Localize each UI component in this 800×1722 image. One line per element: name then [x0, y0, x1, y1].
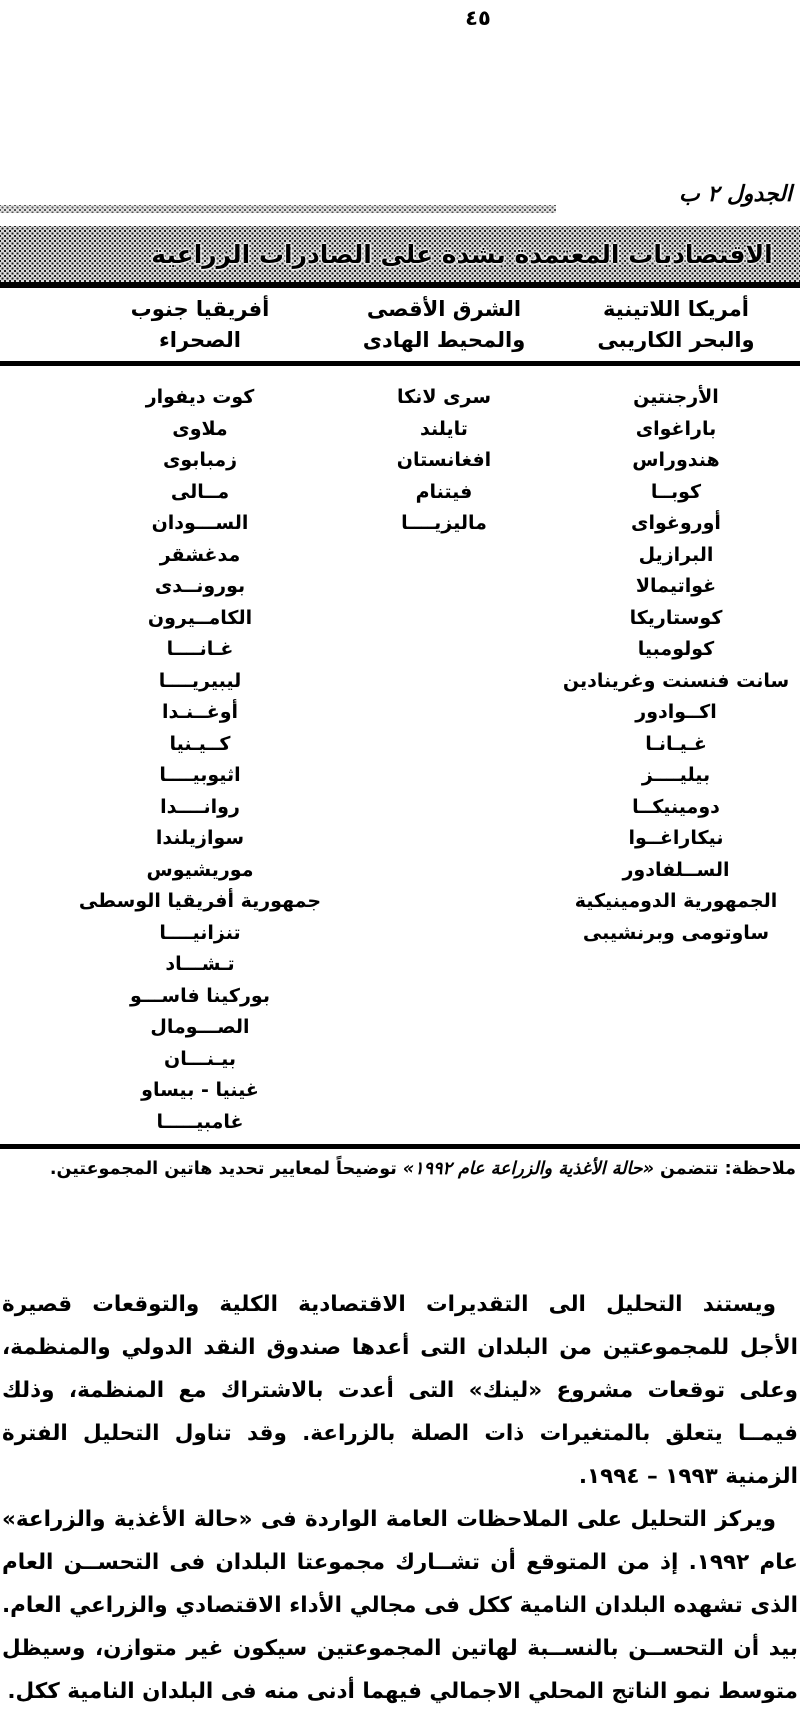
- country-name: ساوتومى وبرنشيبى: [582, 921, 770, 944]
- country-name: سوازيلندا: [155, 827, 245, 849]
- country-name: غـانــــا: [166, 638, 234, 660]
- column-header-line: أفريقيا جنوب: [130, 297, 270, 321]
- country-name: الأرجنتين: [633, 386, 719, 408]
- text-line: الذى تشهده البلدان النامية ككل فى مجالي الأداء الاقتصادي والزراعي العام.: [2, 1593, 798, 1618]
- text-line: ويستند التحليل الى التقديرات الاقتصادية الكلية والتوقعات قصيرة: [2, 1292, 776, 1317]
- country-name: سانت فنسنت وغرينادين: [562, 669, 790, 692]
- country-name: ملاوى: [172, 417, 228, 440]
- table-header-rule: [0, 361, 800, 366]
- text-line: وعلى توقعات مشروع «لينك» التى أعدت بالاشتراك مع المنظمة، وذلك: [2, 1378, 798, 1403]
- country-name: باراغواى: [635, 417, 717, 440]
- note-prefix: ملاحظة: تتضمن: [653, 1159, 796, 1179]
- table-column-headers: [0, 294, 800, 356]
- table-caption: الجدول ٢ ب: [678, 182, 792, 207]
- country-name: كوستاريكا: [629, 606, 723, 629]
- paragraph: [2, 1283, 798, 1498]
- country-name: بورونــدى: [154, 575, 246, 597]
- table-title-band: [0, 226, 800, 288]
- table-title: الاقتصاديات المعتمدة بشدة على الصادرات الزراعية: [151, 239, 773, 269]
- country-name: ليبيريــــا: [158, 669, 242, 692]
- country-name: الجمهورية الدومينيكية: [574, 890, 778, 912]
- country-name: مــالى: [170, 480, 230, 503]
- country-name: تنزانيــــا: [159, 921, 241, 944]
- country-name: الســـودان: [151, 512, 249, 534]
- table-bottom-rule: [0, 1144, 800, 1149]
- country-name: روانــــدا: [160, 795, 240, 818]
- country-name: فيتنام: [415, 480, 473, 503]
- column-header-latin-america: [552, 294, 800, 356]
- country-name: مدغشقر: [159, 543, 241, 566]
- country-name: سرى لانكا: [397, 386, 491, 408]
- country-name: أوغــنـدا: [161, 701, 239, 723]
- country-name: غينيا - بيساو: [141, 1079, 259, 1101]
- text-line: عام ١٩٩٢. إذ من المتوقع أن تشــارك مجموعتا البلدان فى التحســن العام: [2, 1550, 798, 1575]
- country-name: افغانستان: [396, 449, 492, 471]
- country-name: الصـــومال: [150, 1016, 250, 1038]
- body-paragraphs: [2, 1283, 798, 1713]
- country-name: زمبابوى: [162, 449, 238, 471]
- country-name: الســلفادور: [622, 858, 730, 881]
- country-name: كــيـنيا: [169, 732, 231, 755]
- text-line: الأجل للمجموعتين من البلدان التى أعدها صندوق النقد الدولي والمنظمة،: [2, 1335, 798, 1360]
- country-name: ماليزيــــا: [401, 512, 487, 534]
- country-list-far-east: [336, 382, 552, 1138]
- column-header-line: والبحر الكاريبى: [597, 328, 755, 352]
- country-name: اثيوبيــــا: [159, 764, 241, 786]
- text-line: الزمنية ١٩٩٣ – ١٩٩٤.: [578, 1464, 798, 1489]
- text-line: بيد أن التحســن بالنســبة لهاتين المجموعتين سيكون غير متوازن، وسيظل: [2, 1636, 798, 1661]
- country-name: موريشيوس: [146, 858, 254, 881]
- country-name: نيكاراغــوا: [628, 827, 724, 849]
- country-name: كوت ديفوار: [145, 386, 255, 408]
- country-name: كوبــا: [650, 480, 702, 503]
- country-name: الكامــيرون: [147, 606, 253, 629]
- column-header-line: الشرق الأقصى: [366, 297, 522, 321]
- note-publication-title: «حالة الأغذية والزراعة عام ١٩٩٢»: [402, 1159, 654, 1179]
- country-name: تايلند: [420, 417, 468, 440]
- table-top-border: [0, 205, 556, 213]
- country-name: كولومبيا: [637, 638, 715, 660]
- table-note: [4, 1156, 796, 1182]
- country-name: بوركينا فاســـو: [130, 984, 270, 1007]
- country-list-latin-america: [552, 382, 800, 1138]
- column-header-line: أمريكا اللاتينية: [603, 297, 749, 321]
- note-suffix: توضيحاً لمعايير تحديد هاتين المجموعتين.: [49, 1159, 403, 1179]
- country-name: غـيـانـا: [645, 732, 707, 755]
- country-name: البرازيل: [638, 543, 714, 566]
- country-name: هندوراس: [632, 449, 720, 471]
- country-name: جمهورية أفريقيا الوسطى: [78, 890, 322, 912]
- text-line: ويركز التحليل على الملاحظات العامة الواردة فى «حالة الأغذية والزراعة»: [2, 1507, 776, 1532]
- table-body: [0, 382, 800, 1138]
- column-header-line: والمحيط الهادى: [362, 328, 526, 352]
- text-line: متوسط نمو الناتج المحلي الاجمالي فيهما أدنى منه فى البلدان النامية ككل.: [7, 1679, 798, 1704]
- country-name: غامبيـــــا: [156, 1110, 244, 1133]
- country-name: أوروغواى: [631, 512, 721, 534]
- country-name: غواتيمالا: [635, 575, 717, 597]
- country-list-africa: [64, 382, 336, 1138]
- column-header-line: الصحراء: [159, 328, 241, 352]
- country-name: تـشـــاد: [165, 953, 235, 975]
- country-name: بيليــــز: [641, 764, 711, 786]
- text-line: فيمــا يتعلق بالمتغيرات ذات الصلة بالزراعة. وقد تناول التحليل الفترة: [2, 1421, 798, 1446]
- country-name: دومينيكــا: [632, 795, 720, 818]
- paragraph: [2, 1498, 798, 1713]
- column-header-far-east: [336, 294, 552, 356]
- country-name: بيـنـــان: [164, 1047, 236, 1070]
- country-name: اكــوادور: [635, 701, 717, 723]
- page-number: ٤٥: [465, 6, 491, 30]
- column-header-africa: [64, 294, 336, 356]
